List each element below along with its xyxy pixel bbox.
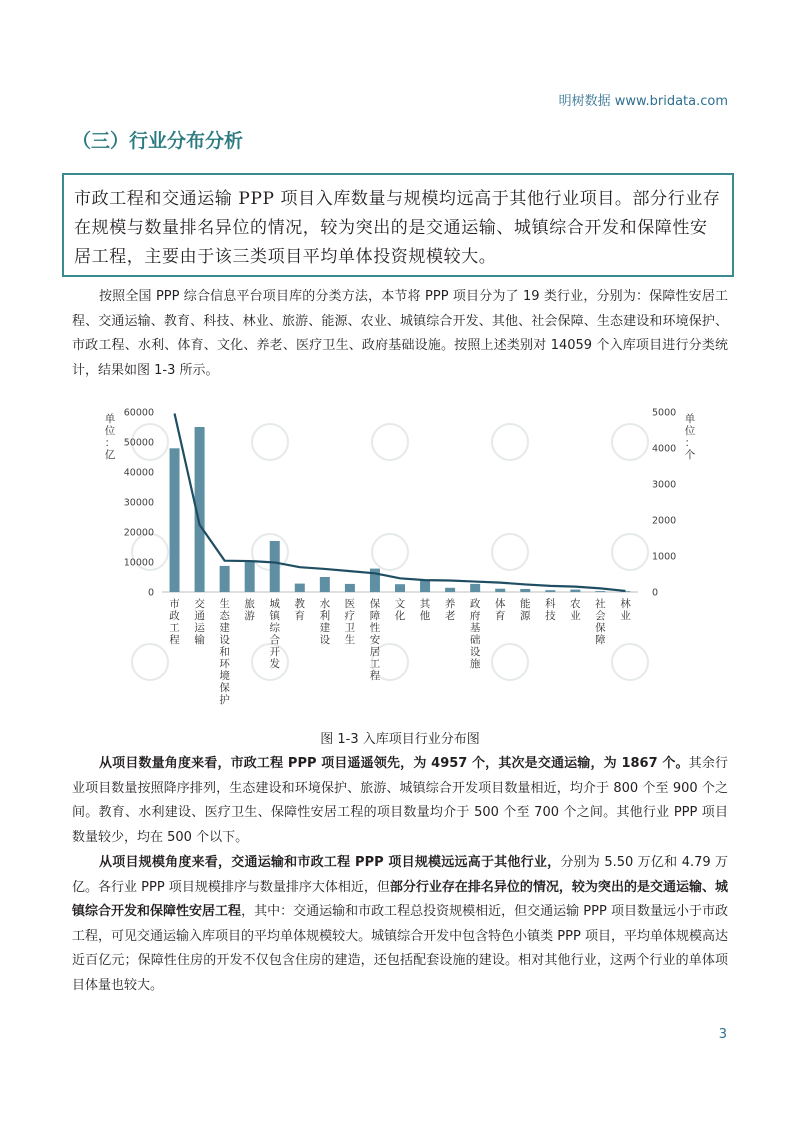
- category-label: 城镇综合开发: [269, 598, 280, 670]
- category-label: 生态建设和环境保护: [219, 598, 230, 706]
- bar: [245, 561, 255, 593]
- category-label: 医疗卫生: [344, 598, 356, 646]
- bar: [295, 584, 305, 592]
- right-tick-label: 1000: [652, 551, 677, 563]
- watermark-flower-icon: [132, 644, 168, 680]
- bar: [270, 541, 280, 592]
- category-label: 交通运输: [194, 598, 205, 646]
- watermark-flower-icon: [372, 534, 408, 570]
- right-tick-label: 3000: [652, 479, 677, 491]
- bar: [395, 584, 405, 592]
- scale-bold-lead: 从项目规模角度来看，交通运输和市政工程 PPP 项目规模远远高于其他行业，: [99, 855, 561, 870]
- bar: [470, 584, 480, 592]
- count-bold-lead: 从项目数量角度来看，市政工程 PPP 项目遥遥领先，为 4957 个，其次是交通运输，为 1867 个。: [99, 756, 689, 771]
- watermark-flower-icon: [372, 424, 408, 460]
- bar: [595, 591, 605, 592]
- left-tick-label: 0: [147, 587, 154, 599]
- category-label: 社会保障: [595, 598, 606, 646]
- watermark-flower-icon: [492, 644, 528, 680]
- page-number: 3: [718, 1027, 727, 1042]
- category-label: 旅游: [244, 598, 255, 622]
- watermark-flower-icon: [612, 424, 648, 460]
- category-label: 能源: [520, 598, 531, 622]
- category-label: 保障性安居工程: [369, 598, 381, 682]
- scale-body-text-2: ，其中：交通运输和市政工程总投资规模相近，但交通运输 PPP 项目数量远小于市政工程，可见交通运输入库项目的平均单体规模较大。城镇综合开发中包含特色小镇类 PPP 项目，平均单体规模高达近百亿元；保障性住房的开发不仅包含住房的建造，还包括配套设施的建设。相对其他行业，这两个行业的单体项目体量也较大。: [72, 904, 728, 993]
- watermark-flower-icon: [492, 424, 528, 460]
- left-tick-label: 10000: [123, 557, 154, 569]
- bar: [545, 590, 555, 592]
- category-label: 水利建设: [319, 598, 331, 646]
- watermark-flower-icon: [612, 644, 648, 680]
- right-tick-label: 2000: [652, 515, 677, 527]
- left-unit-label: 单位：亿: [104, 413, 116, 461]
- right-tick-label: 0: [652, 587, 659, 599]
- bar: [170, 448, 180, 592]
- right-unit-label: 单位：个: [684, 413, 696, 461]
- category-label: 教育: [294, 598, 306, 622]
- bar: [445, 588, 455, 592]
- left-tick-label: 60000: [123, 407, 154, 419]
- bar: [220, 566, 230, 592]
- bar: [345, 584, 355, 592]
- watermark-flower-icon: [612, 534, 648, 570]
- category-label: 其他: [419, 598, 431, 622]
- right-tick-label: 5000: [652, 407, 677, 419]
- bar: [570, 590, 580, 592]
- bar: [320, 577, 330, 592]
- intro-paragraph: 按照全国 PPP 综合信息平台项目库的分类方法，本节将 PPP 项目分为了 19 类行业，分别为：保障性安居工程、交通运输、教育、科技、林业、旅游、能源、农业、城镇综合开发、其他、社会保障、生态建设和环境保护、市政工程、水利、体育、文化、养老、医疗卫生、政府基础设施。按照上述类别对 14059 个入库项目进行分类统计，结果如图 1-3 所示。: [72, 289, 728, 378]
- bar: [520, 589, 530, 592]
- right-tick-label: 4000: [652, 443, 677, 455]
- header-brand: 明树数据 www.bridata.com: [558, 94, 728, 109]
- count-body-text: 其余行业项目数量按照降序排列，生态建设和环境保护、旅游、城镇综合开发项目数量相近，均介于 800 个至 900 个之间。教育、水利建设、医疗卫生、保障性安居工程的项目数量均介于 500 个至 700 个之间。其他行业 PPP 项目数量较少，均在 500 个以下。: [72, 756, 728, 845]
- left-tick-label: 50000: [123, 437, 154, 449]
- line-series: [175, 414, 626, 591]
- left-tick-label: 20000: [123, 527, 154, 539]
- category-label: 市政工程: [169, 598, 180, 646]
- axis-unit-labels: [105, 412, 696, 461]
- category-label: 农业: [570, 598, 581, 622]
- right-axis: [652, 408, 676, 599]
- section-title: （三）行业分布分析: [72, 130, 244, 152]
- category-label: 文化: [394, 598, 406, 622]
- count-paragraph: [72, 752, 728, 850]
- chart-watermark: [132, 424, 648, 680]
- count-line: [175, 414, 626, 591]
- left-tick-label: 30000: [123, 497, 154, 509]
- bar: [495, 589, 505, 592]
- category-label: 政府基础设施: [469, 598, 481, 670]
- category-label: 体育: [494, 598, 506, 622]
- category-labels: [169, 597, 631, 706]
- scale-bold-middle: 部分行业存在排名异位的情况，较为突出的是交通运输、城镇综合开发和保障性安居工程: [72, 879, 728, 919]
- scale-body-text-1: 分别为 5.50 万亿和 4.79 万亿。各行业 PPP 项目规模排序与数量排序大体相近，但: [72, 855, 729, 895]
- category-label: 养老: [444, 598, 456, 622]
- category-label: 科技: [545, 598, 556, 622]
- industry-distribution-chart: [100, 402, 720, 712]
- left-tick-label: 40000: [123, 467, 154, 479]
- watermark-flower-icon: [492, 534, 528, 570]
- figure-caption: 图 1-3 入库项目行业分布图: [320, 732, 480, 747]
- category-label: 林业: [620, 598, 631, 622]
- watermark-flower-icon: [252, 424, 288, 460]
- bar: [420, 581, 430, 592]
- scale-paragraph: [72, 851, 728, 998]
- summary-callout: 市政工程和交通运输 PPP 项目入库数量与规模均远高于其他行业项目。部分行业存在规模与数量排名异位的情况，较为突出的是交通运输、城镇综合开发和保障性安居工程，主要由于该三类项目平均单体投资规模较大。: [62, 173, 734, 277]
